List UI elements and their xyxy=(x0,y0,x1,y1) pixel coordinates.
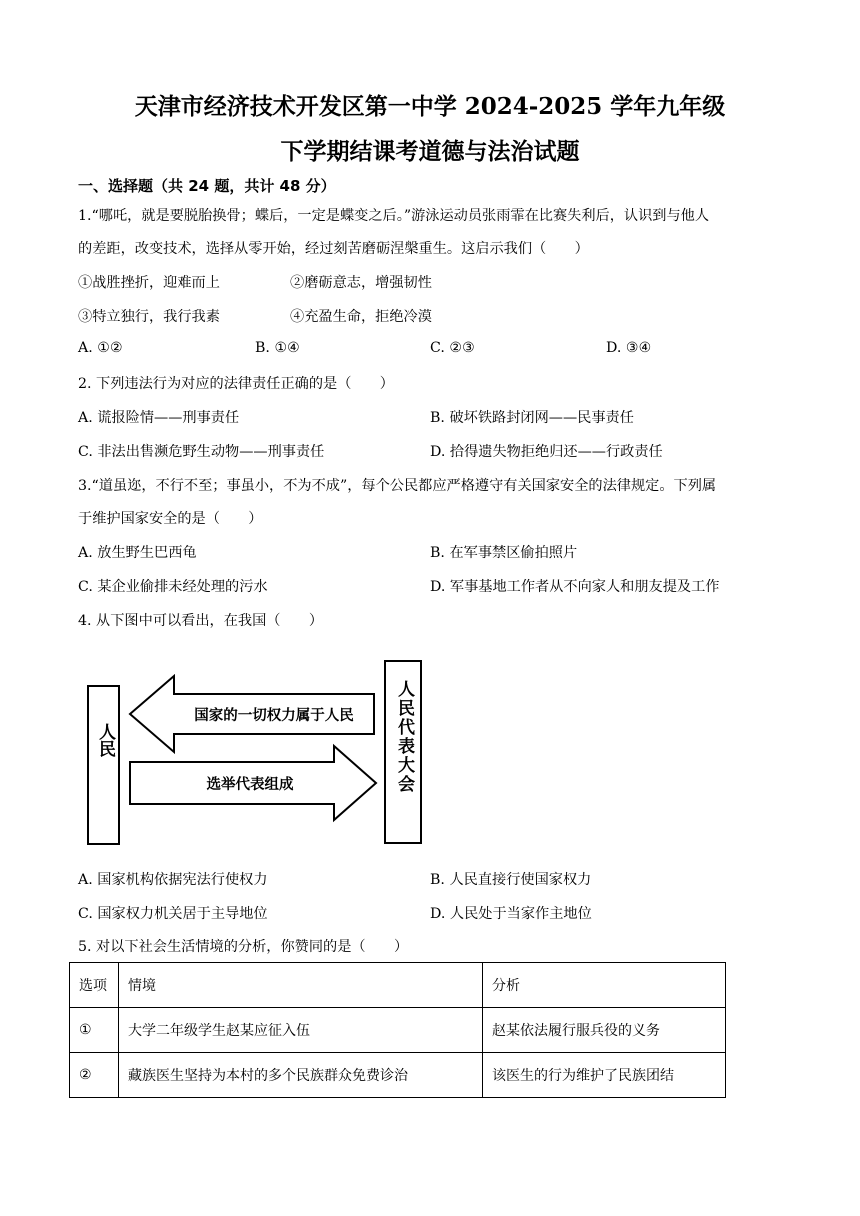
table-cell: ② xyxy=(70,1053,119,1098)
q1-option-d[interactable]: D. ③④ xyxy=(606,340,652,356)
table-cell: 大学二年级学生赵某应征入伍 xyxy=(119,1008,483,1053)
q2-option-b[interactable]: B. 破坏铁路封闭网——民事责任 xyxy=(430,410,634,426)
page-title-line1: 天津市经济技术开发区第一中学 2024-2025 学年九年级 xyxy=(134,93,726,120)
table-header-cell: 分析 xyxy=(483,963,726,1008)
q4-option-d[interactable]: D. 人民处于当家作主地位 xyxy=(430,906,592,922)
q4-option-a[interactable]: A. 国家机构依据宪法行使权力 xyxy=(78,872,268,888)
diagram-congress-box xyxy=(384,660,422,844)
q4-option-c[interactable]: C. 国家权力机关居于主导地位 xyxy=(78,906,268,922)
q1-option-c[interactable]: C. ②③ xyxy=(430,340,475,356)
q1-item-4: ④充盈生命，拒绝冷漠 xyxy=(290,309,432,325)
table-header-row xyxy=(70,963,726,1008)
q2-stem: 2. 下列违法行为对应的法律责任正确的是（ ） xyxy=(78,376,394,392)
q1-item-2: ②磨砺意志，增强韧性 xyxy=(290,275,432,291)
arrow-left-label: 国家的一切权力属于人民 xyxy=(194,708,354,724)
diagram-people-box xyxy=(87,685,120,845)
table-row xyxy=(70,1008,726,1053)
arrow-right-label: 选举代表组成 xyxy=(206,777,294,793)
q1-option-b[interactable]: B. ①④ xyxy=(255,340,300,356)
diagram-arrows xyxy=(124,674,382,834)
q3-option-a[interactable]: A. 放生野生巴西龟 xyxy=(78,545,197,561)
q4-stem: 4. 从下图中可以看出，在我国（ ） xyxy=(78,613,324,629)
table-cell: 该医生的行为维护了民族团结 xyxy=(483,1053,726,1098)
table-header-cell: 选项 xyxy=(70,963,119,1008)
page-title-line2: 下学期结课考道德与法治试题 xyxy=(280,138,580,165)
q3-option-b[interactable]: B. 在军事禁区偷拍照片 xyxy=(430,545,578,561)
table-cell: 藏族医生坚持为本村的多个民族群众免费诊治 xyxy=(119,1053,483,1098)
q1-stem-line1: 1.“哪吒，就是要脱胎换骨；蝶后，一定是蝶变之后。”游泳运动员张雨霏在比赛失利后，认识到与他人 xyxy=(78,208,710,224)
diagram-congress-label: 人民代表大会 xyxy=(394,680,414,794)
table-cell: 赵某依法履行服兵役的义务 xyxy=(483,1008,726,1053)
q4-option-b[interactable]: B. 人民直接行使国家权力 xyxy=(430,872,592,888)
q2-option-a[interactable]: A. 谎报险情——刑事责任 xyxy=(78,410,240,426)
q1-item-1: ①战胜挫折，迎难而上 xyxy=(78,275,220,291)
q2-option-c[interactable]: C. 非法出售濒危野生动物——刑事责任 xyxy=(78,444,325,460)
q2-option-d[interactable]: D. 拾得遗失物拒绝归还——行政责任 xyxy=(430,444,663,460)
q1-item-3: ③特立独行，我行我素 xyxy=(78,309,220,325)
q5-stem: 5. 对以下社会生活情境的分析，你赞同的是（ ） xyxy=(78,939,409,955)
q3-option-c[interactable]: C. 某企业偷排未经处理的污水 xyxy=(78,579,268,595)
table-row xyxy=(70,1053,726,1098)
diagram-people-label: 人民 xyxy=(95,723,115,757)
q5-table xyxy=(69,962,726,1098)
q3-option-d[interactable]: D. 军事基地工作者从不向家人和朋友提及工作 xyxy=(430,579,720,595)
table-cell: ① xyxy=(70,1008,119,1053)
q3-stem-line1: 3.“道虽迩，不行不至；事虽小，不为不成”，每个公民都应严格遵守有关国家安全的法律规定。下列属 xyxy=(78,478,717,494)
table-header-cell: 情境 xyxy=(119,963,483,1008)
q1-option-a[interactable]: A. ①② xyxy=(78,340,123,356)
q3-stem-line2: 于维护国家安全的是（ ） xyxy=(78,511,263,527)
q1-stem-line2: 的差距，改变技术，选择从零开始，经过刻苦磨砺涅槃重生。这启示我们（ ） xyxy=(78,241,589,257)
section-heading: 一、选择题（共 24 题，共计 48 分） xyxy=(78,177,336,195)
